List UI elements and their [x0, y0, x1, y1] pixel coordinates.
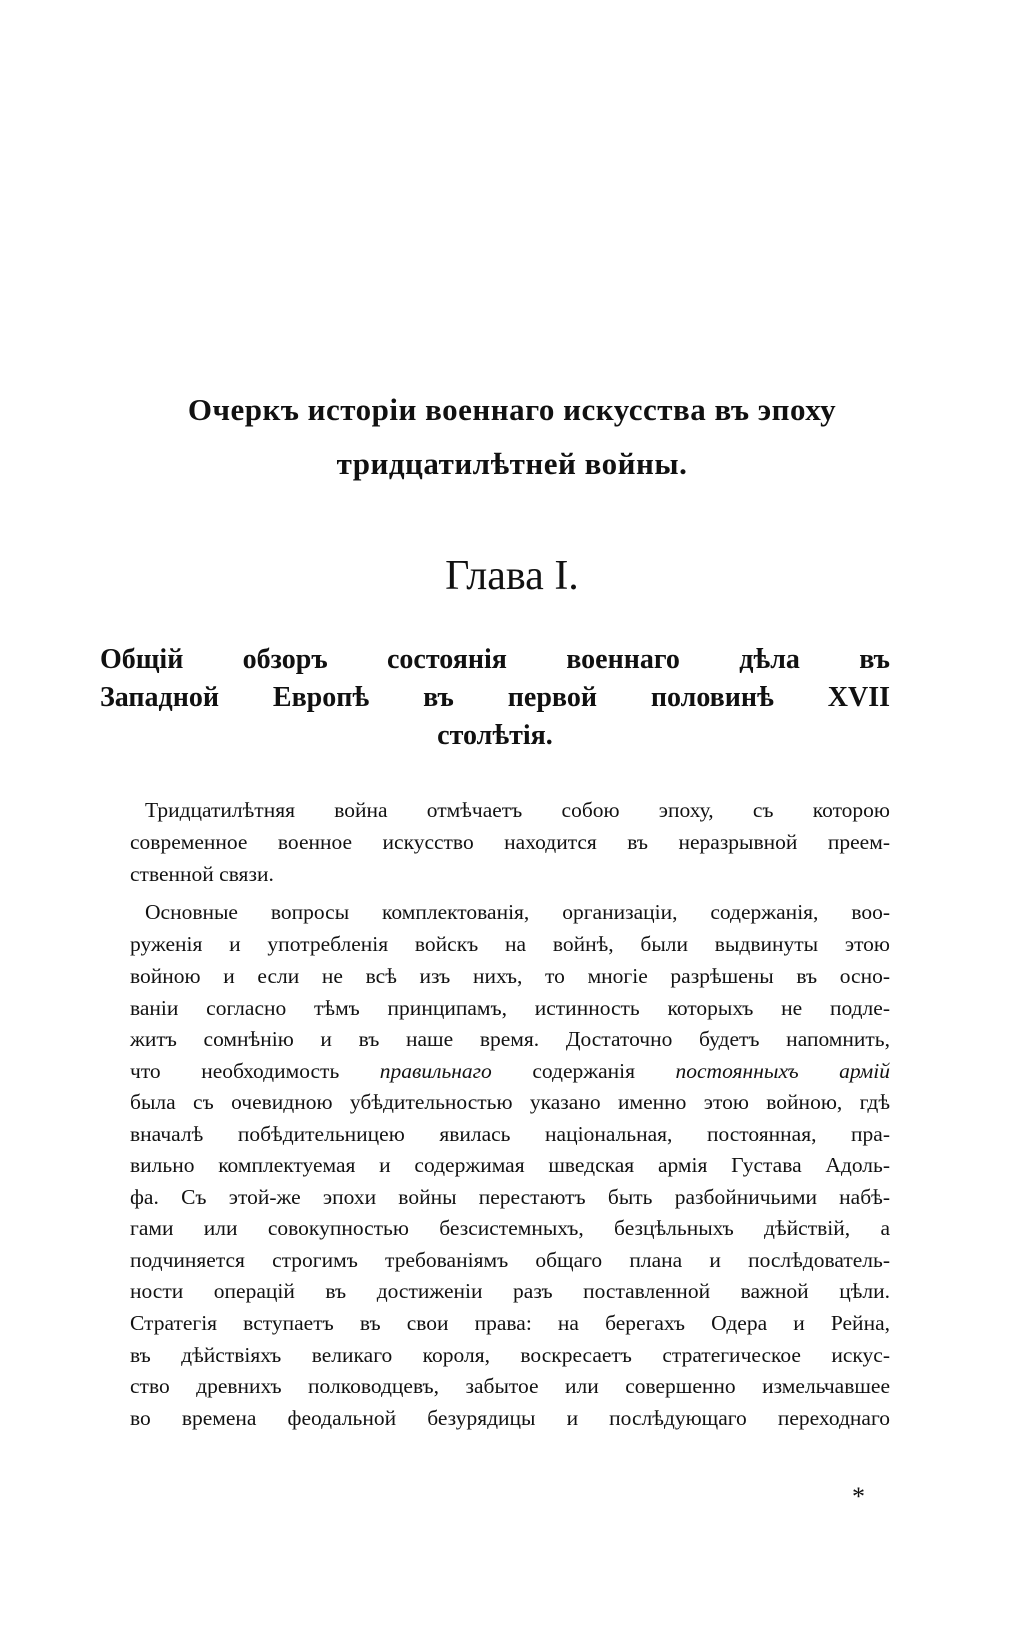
text-line: подчиняется строгимъ требованіямъ общаго плана и послѣдователь-: [130, 1248, 890, 1272]
text-line: была съ очевидною убѣдительностью указано именно этою войною, гдѣ: [130, 1090, 890, 1114]
signature-mark: *: [852, 1482, 865, 1511]
text-line: въ дѣйствіяхъ великаго короля, воскресаетъ стратегическое искус-: [130, 1343, 890, 1367]
chapter-subtitle-line-1: Общій обзоръ состоянія военнаго дѣла въ: [100, 644, 890, 675]
text-line: [130, 1059, 890, 1084]
italic-emphasis: правильнаго: [379, 1059, 492, 1083]
chapter-heading: Глава I.: [445, 553, 579, 599]
text-line: во времена феодальной безурядицы и послѣдующаго переходнаго: [130, 1406, 890, 1430]
text-line: вначалѣ побѣдительницею явилась національная, постоянная, пра-: [130, 1122, 890, 1146]
text-line: фа. Съ этой-же эпохи войны перестаютъ быть разбойничьими набѣ-: [130, 1185, 890, 1209]
text-line: Основные вопросы комплектованія, организаціи, содержанія, воо-: [145, 900, 890, 924]
text-span: содержанія: [532, 1059, 635, 1083]
text-span: что необходимость: [130, 1059, 340, 1083]
text-line: Стратегія вступаетъ въ свои права: на берегахъ Одера и Рейна,: [130, 1311, 890, 1335]
chapter-subtitle-line-2: Западной Европѣ въ первой половинѣ XVII: [100, 682, 890, 713]
italic-emphasis: постоянныхъ армій: [675, 1059, 890, 1083]
text-line: гами или совокупностью безсистемныхъ, безцѣльныхъ дѣйствій, а: [130, 1216, 890, 1240]
book-title-line-2: тридцатилѣтней войны.: [336, 446, 688, 481]
chapter-subtitle-line-3: столѣтія.: [437, 720, 553, 751]
text-line: войною и если не всѣ изъ нихъ, то многіе разрѣшены въ осно-: [130, 964, 890, 988]
text-line: ваніи согласно тѣмъ принципамъ, истинность которыхъ не подле-: [130, 996, 890, 1020]
text-line: современное военное искусство находится въ неразрывной преем-: [130, 830, 890, 854]
text-line: вильно комплектуемая и содержимая шведская армія Густава Адоль-: [130, 1153, 890, 1177]
book-title-line-1: Очеркъ исторіи военнаго искусства въ эпоху: [187, 392, 837, 427]
text-line: житъ сомнѣнію и въ наше время. Достаточно будетъ напомнить,: [130, 1027, 890, 1051]
text-line: руженія и употребленія войскъ на войнѣ, были выдвинуты этою: [130, 932, 890, 956]
text-line: Тридцатилѣтняя война отмѣчаетъ собою эпоху, съ которою: [145, 798, 890, 822]
text-line: ственной связи.: [130, 862, 274, 886]
text-line: ство древнихъ полководцевъ, забытое или совершенно измельчавшее: [130, 1374, 890, 1398]
text-line: ности операцій въ достиженіи разъ поставленной важной цѣли.: [130, 1279, 890, 1303]
